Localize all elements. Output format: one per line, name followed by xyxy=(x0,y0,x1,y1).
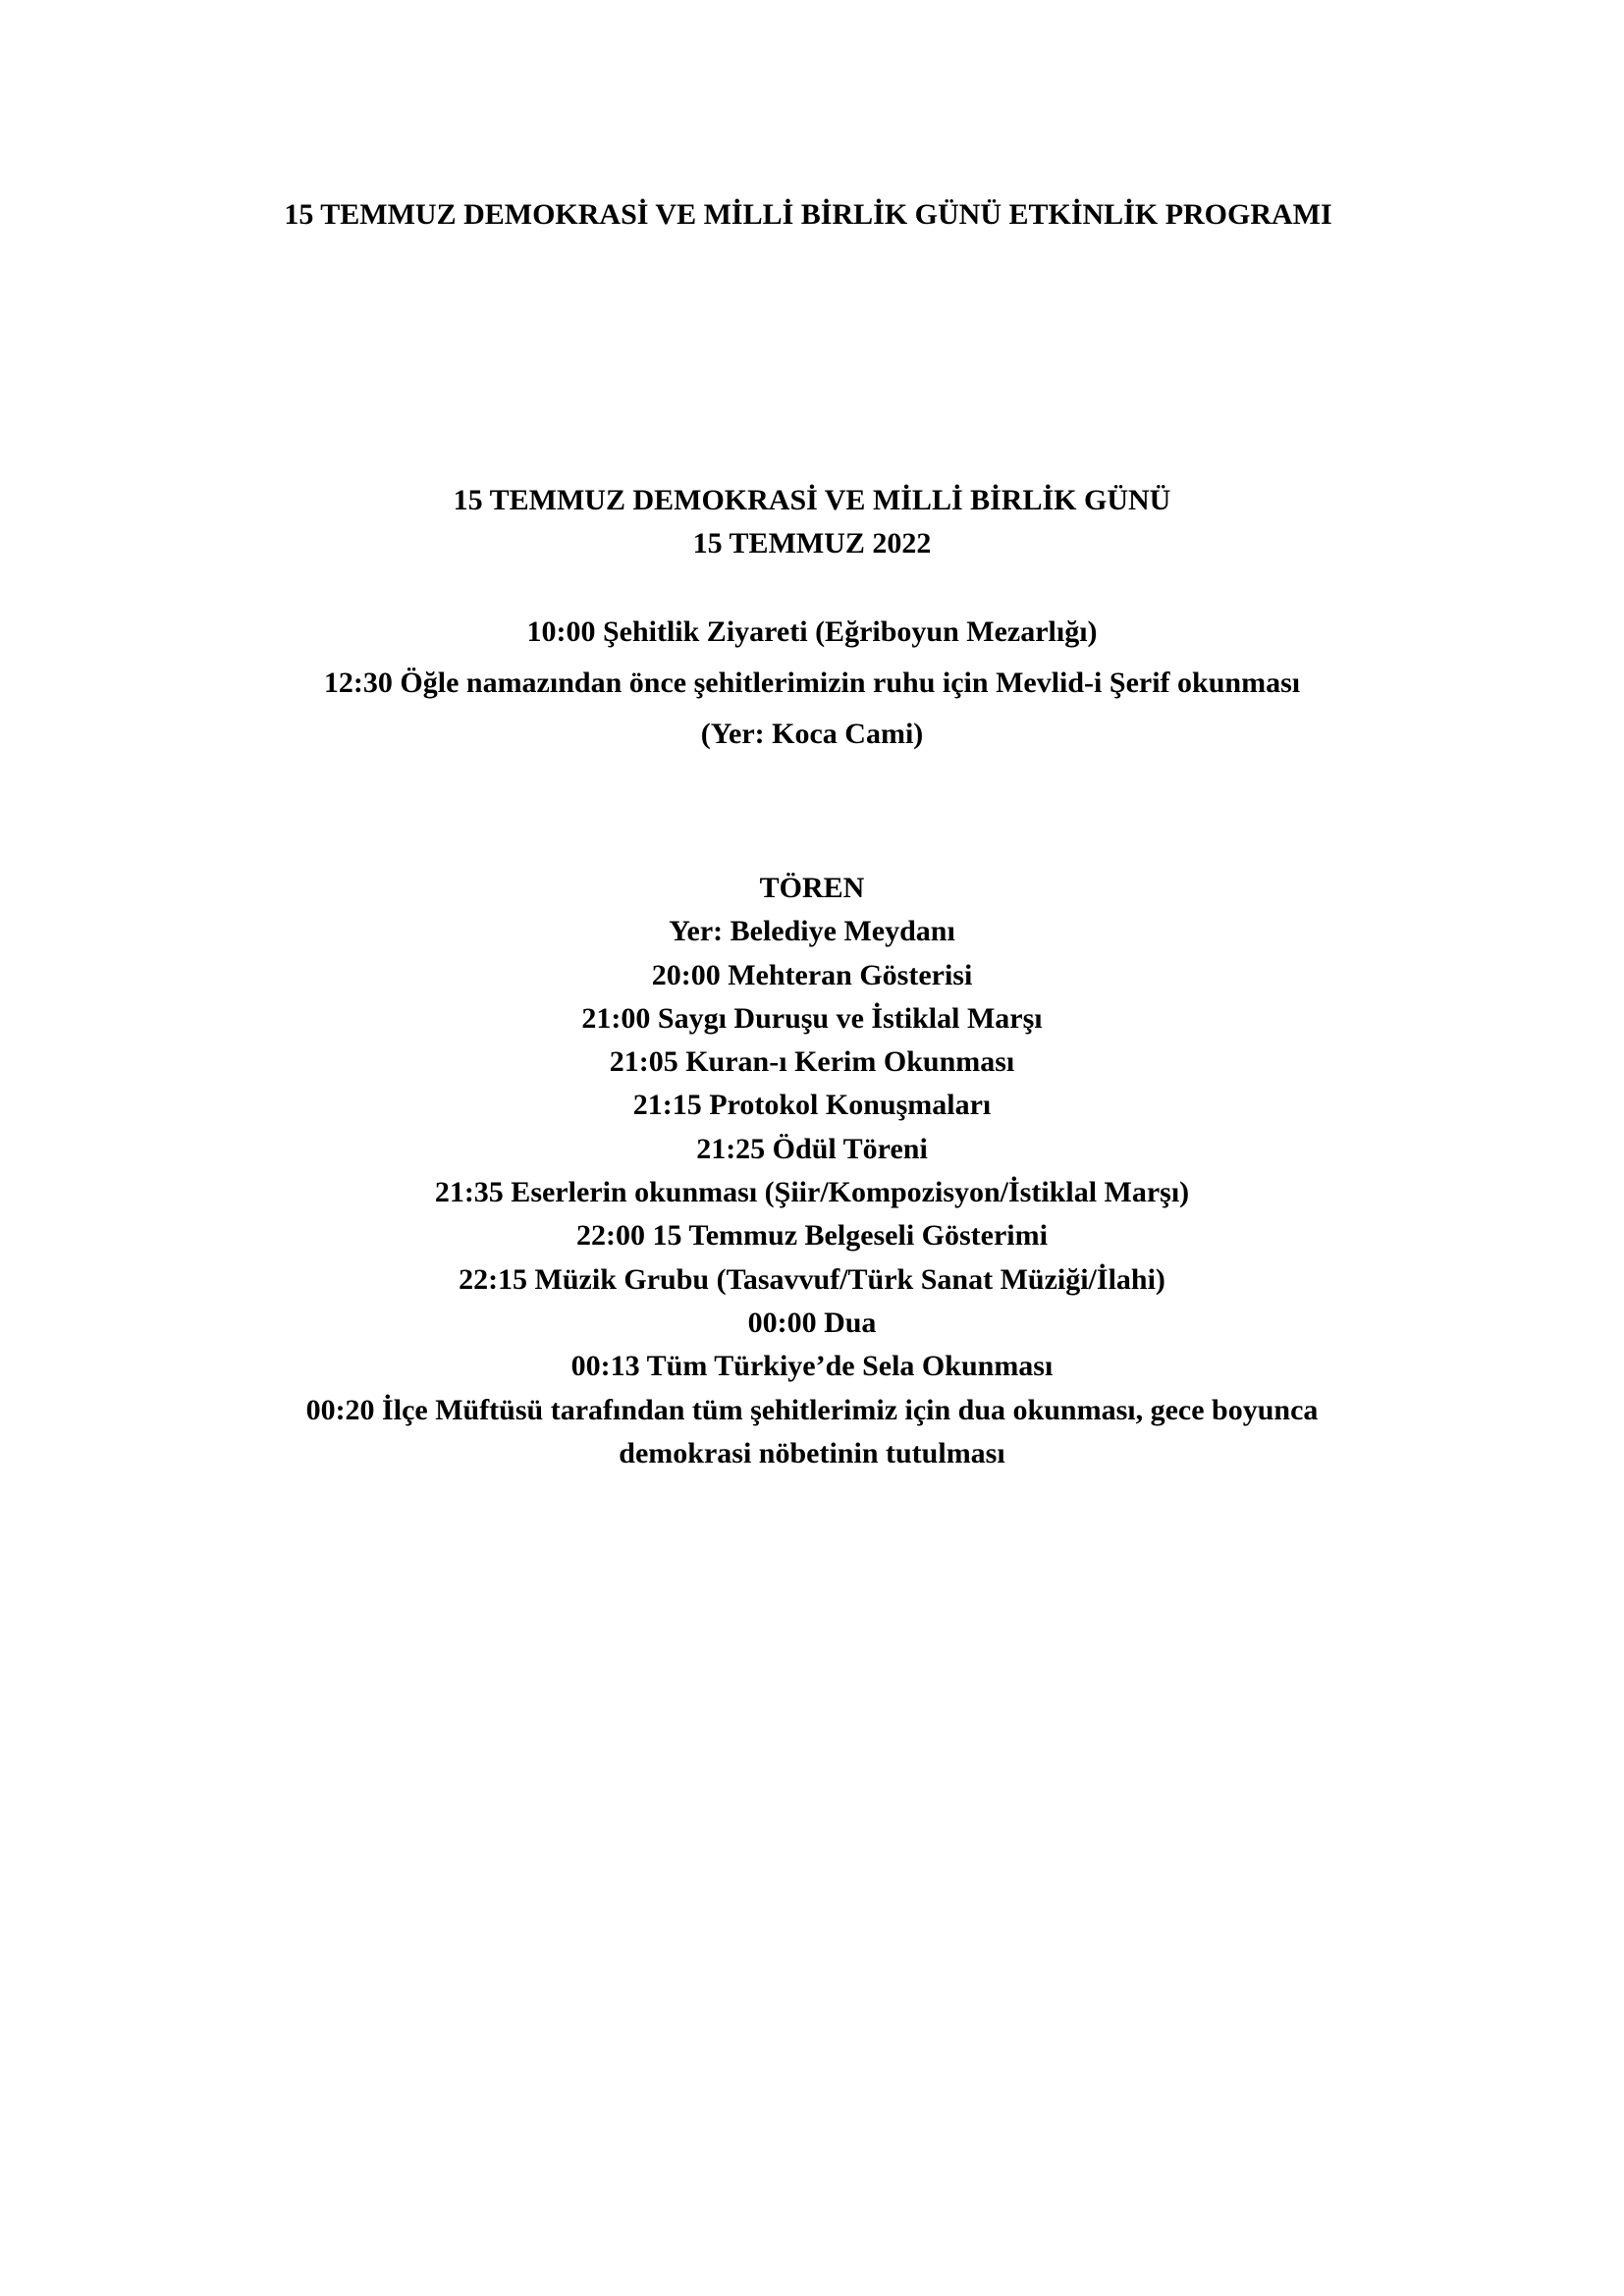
schedule-item: 12:30 Öğle namazından önce şehitlerimizin ruhu için Mevlid-i Şerif okunması xyxy=(323,667,1301,699)
schedule-item: 21:25 Ödül Töreni xyxy=(696,1132,928,1165)
schedule-item: 22:15 Müzik Grubu (Tasavvuf/Türk Sanat Müziği/İlahi) xyxy=(459,1262,1165,1296)
schedule-item: demokrasi nöbetinin tutulması xyxy=(619,1436,1005,1469)
schedule-item: (Yer: Koca Cami) xyxy=(700,718,924,750)
ceremony-heading: TÖREN xyxy=(759,872,865,904)
morning-schedule xyxy=(0,607,1624,760)
day-header-date: 15 TEMMUZ 2022 xyxy=(692,527,932,560)
schedule-item: 21:15 Protokol Konuşmaları xyxy=(632,1089,992,1122)
day-header-title: 15 TEMMUZ DEMOKRASİ VE MİLLİ BİRLİK GÜNÜ xyxy=(453,484,1171,516)
schedule-item: 21:00 Saygı Duruşu ve İstiklal Marşı xyxy=(581,1001,1043,1035)
schedule-item: 21:05 Kuran-ı Kerim Okunması xyxy=(609,1045,1015,1079)
schedule-item: 10:00 Şehitlik Ziyareti (Eğriboyun Mezarlığı) xyxy=(526,615,1098,648)
schedule-item: 20:00 Mehteran Gösterisi xyxy=(651,958,973,991)
schedule-item: 00:20 İlçe Müftüsü tarafından tüm şehitlerimiz için dua okunması, gece boyunca xyxy=(305,1393,1319,1426)
page-title: 15 TEMMUZ DEMOKRASİ VE MİLLİ BİRLİK GÜNÜ ETKİNLİK PROGRAMI xyxy=(284,198,1332,231)
schedule-item: 22:00 15 Temmuz Belgeseli Gösterimi xyxy=(576,1219,1048,1253)
schedule-item: 00:00 Dua xyxy=(747,1306,877,1339)
ceremony-location: Yer: Belediye Meydanı xyxy=(669,915,955,948)
day-header xyxy=(0,479,1624,565)
schedule-item: 21:35 Eserlerin okunması (Şiir/Kompozisyon/İstiklal Marşı) xyxy=(434,1176,1190,1209)
ceremony-schedule xyxy=(0,867,1624,1475)
schedule-item: 00:13 Tüm Türkiye’de Sela Okunması xyxy=(570,1350,1054,1383)
